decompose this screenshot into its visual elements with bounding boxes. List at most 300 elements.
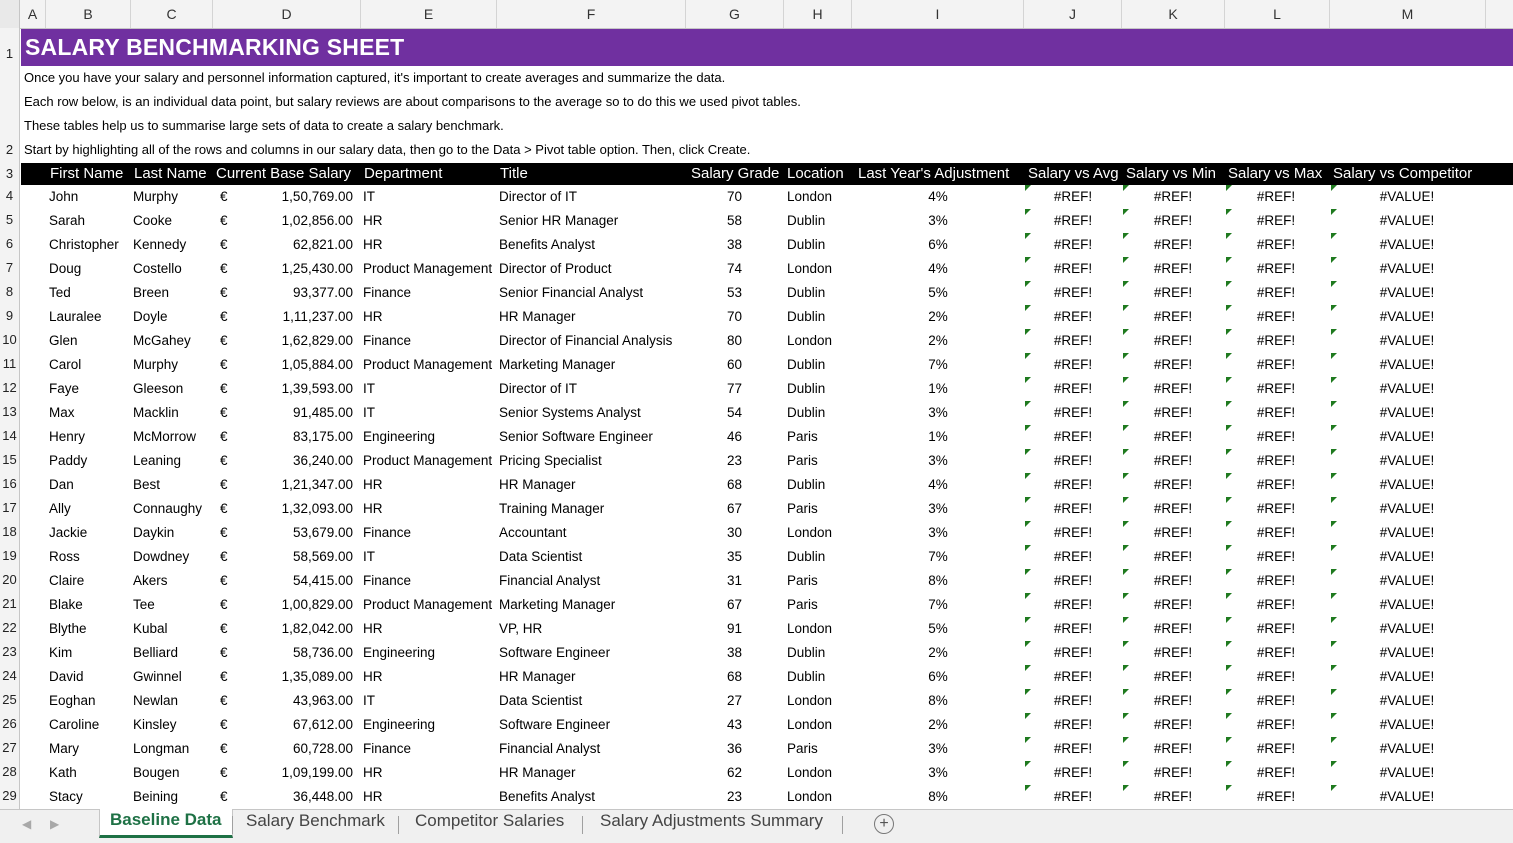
cell-salary-grade[interactable]: 80 <box>726 333 742 348</box>
row-number[interactable]: 12 <box>2 380 17 395</box>
cell-department[interactable]: HR <box>363 501 383 516</box>
tab-salary-benchmark[interactable]: Salary Benchmark <box>246 811 385 830</box>
cell-salary-vs-min[interactable]: #REF! <box>1153 669 1193 684</box>
cell-currency-symbol[interactable]: € <box>220 765 228 780</box>
cell-salary-vs-min[interactable]: #REF! <box>1153 405 1193 420</box>
row-number[interactable]: 7 <box>5 260 14 275</box>
cell-currency-symbol[interactable]: € <box>220 741 228 756</box>
cell-current-base-salary[interactable]: 62,821.00 <box>292 237 353 252</box>
cell-location[interactable]: Paris <box>787 429 818 444</box>
cell-salary-grade[interactable]: 68 <box>726 669 742 684</box>
cell-first-name[interactable]: Henry <box>49 429 86 444</box>
row-number[interactable]: 23 <box>2 644 17 659</box>
cell-department[interactable]: IT <box>363 549 375 564</box>
column-header-c[interactable]: C <box>131 0 213 28</box>
row-number-1[interactable]: 1 <box>5 46 14 61</box>
cell-salary-vs-max[interactable]: #REF! <box>1256 285 1296 300</box>
cell-salary-vs-min[interactable]: #REF! <box>1153 477 1193 492</box>
cell-current-base-salary[interactable]: 36,240.00 <box>292 453 353 468</box>
cell-last-years-adjustment[interactable]: 3% <box>928 501 948 516</box>
cell-first-name[interactable]: Caroline <box>49 717 100 732</box>
cell-location[interactable]: London <box>787 261 833 276</box>
cell-department[interactable]: Finance <box>363 285 412 300</box>
cell-last-name[interactable]: Cooke <box>133 213 173 228</box>
cell-salary-vs-min[interactable]: #REF! <box>1153 693 1193 708</box>
cell-salary-vs-max[interactable]: #REF! <box>1256 525 1296 540</box>
cell-last-years-adjustment[interactable]: 2% <box>928 333 948 348</box>
cell-last-name[interactable]: Breen <box>133 285 170 300</box>
cell-current-base-salary[interactable]: 1,82,042.00 <box>281 621 353 636</box>
cell-location[interactable]: London <box>787 789 833 804</box>
cell-salary-vs-competitor[interactable]: #VALUE! <box>1379 477 1435 492</box>
cell-last-years-adjustment[interactable]: 5% <box>928 285 948 300</box>
column-header-d[interactable]: D <box>213 0 361 28</box>
cell-first-name[interactable]: Mary <box>49 741 79 756</box>
cell-last-years-adjustment[interactable]: 2% <box>928 717 948 732</box>
cell-salary-vs-competitor[interactable]: #VALUE! <box>1379 333 1435 348</box>
cell-currency-symbol[interactable]: € <box>220 285 228 300</box>
row-number[interactable]: 28 <box>2 764 17 779</box>
header-last-years-adjustment[interactable]: Last Year's Adjustment <box>858 165 1010 182</box>
cell-current-base-salary[interactable]: 1,62,829.00 <box>281 333 353 348</box>
cell-location[interactable]: Dublin <box>787 669 826 684</box>
cell-last-name[interactable]: Akers <box>133 573 168 588</box>
cell-salary-vs-min[interactable]: #REF! <box>1153 429 1193 444</box>
column-header-f[interactable]: F <box>497 0 686 28</box>
cell-first-name[interactable]: Kath <box>49 765 77 780</box>
cell-title[interactable]: Senior Software Engineer <box>499 429 653 444</box>
cell-first-name[interactable]: David <box>49 669 84 684</box>
cell-title[interactable]: Senior Financial Analyst <box>499 285 644 300</box>
cell-last-name[interactable]: Connaughy <box>133 501 203 516</box>
cell-salary-vs-competitor[interactable]: #VALUE! <box>1379 189 1435 204</box>
column-header-j[interactable]: J <box>1024 0 1122 28</box>
row-number-2[interactable]: 2 <box>5 142 14 157</box>
cell-last-years-adjustment[interactable]: 4% <box>928 261 948 276</box>
cell-currency-symbol[interactable]: € <box>220 717 228 732</box>
cell-salary-vs-avg[interactable]: #REF! <box>1053 741 1093 756</box>
cell-salary-vs-min[interactable]: #REF! <box>1153 789 1193 804</box>
cell-title[interactable]: Financial Analyst <box>499 573 601 588</box>
cell-salary-vs-max[interactable]: #REF! <box>1256 477 1296 492</box>
cell-first-name[interactable]: Jackie <box>49 525 88 540</box>
cell-salary-grade[interactable]: 46 <box>726 429 742 444</box>
cell-last-name[interactable]: Longman <box>133 741 190 756</box>
cell-salary-vs-max[interactable]: #REF! <box>1256 669 1296 684</box>
cell-last-name[interactable]: Gleeson <box>133 381 184 396</box>
cell-salary-vs-max[interactable]: #REF! <box>1256 597 1296 612</box>
cell-salary-vs-min[interactable]: #REF! <box>1153 357 1193 372</box>
cell-location[interactable]: London <box>787 525 833 540</box>
cell-last-name[interactable]: Belliard <box>133 645 179 660</box>
cell-location[interactable]: London <box>787 621 833 636</box>
cell-salary-vs-min[interactable]: #REF! <box>1153 261 1193 276</box>
cell-current-base-salary[interactable]: 1,35,089.00 <box>281 669 353 684</box>
cell-currency-symbol[interactable]: € <box>220 597 228 612</box>
cell-salary-grade[interactable]: 53 <box>726 285 742 300</box>
cell-last-name[interactable]: McMorrow <box>133 429 196 444</box>
cell-current-base-salary[interactable]: 1,11,237.00 <box>282 309 353 324</box>
cell-location[interactable]: London <box>787 189 833 204</box>
cell-salary-vs-avg[interactable]: #REF! <box>1053 573 1093 588</box>
cell-salary-vs-avg[interactable]: #REF! <box>1053 213 1093 228</box>
cell-salary-vs-avg[interactable]: #REF! <box>1053 645 1093 660</box>
cell-salary-vs-competitor[interactable]: #VALUE! <box>1379 741 1435 756</box>
cell-location[interactable]: Dublin <box>787 285 826 300</box>
cell-last-name[interactable]: Macklin <box>133 405 179 420</box>
cell-first-name[interactable]: Ross <box>49 549 80 564</box>
cell-current-base-salary[interactable]: 1,21,347.00 <box>281 477 353 492</box>
cell-currency-symbol[interactable]: € <box>220 693 228 708</box>
cell-department[interactable]: Finance <box>363 741 412 756</box>
cell-current-base-salary[interactable]: 58,736.00 <box>292 645 353 660</box>
cell-last-years-adjustment[interactable]: 1% <box>928 429 948 444</box>
cell-last-years-adjustment[interactable]: 3% <box>928 525 948 540</box>
cell-salary-vs-avg[interactable]: #REF! <box>1053 549 1093 564</box>
cell-salary-grade[interactable]: 67 <box>726 597 742 612</box>
cell-current-base-salary[interactable]: 83,175.00 <box>292 429 353 444</box>
cell-last-name[interactable]: Kinsley <box>133 717 177 732</box>
cell-currency-symbol[interactable]: € <box>220 645 228 660</box>
cell-salary-grade[interactable]: 35 <box>726 549 742 564</box>
cell-salary-vs-avg[interactable]: #REF! <box>1053 717 1093 732</box>
cell-salary-vs-competitor[interactable]: #VALUE! <box>1379 789 1435 804</box>
row-number[interactable]: 17 <box>2 500 17 515</box>
row-number[interactable]: 14 <box>2 428 17 443</box>
cell-salary-grade[interactable]: 68 <box>726 477 742 492</box>
cell-last-name[interactable]: Costello <box>133 261 182 276</box>
cell-salary-vs-min[interactable]: #REF! <box>1153 525 1193 540</box>
cell-salary-vs-max[interactable]: #REF! <box>1256 405 1296 420</box>
cell-salary-vs-avg[interactable]: #REF! <box>1053 261 1093 276</box>
cell-first-name[interactable]: Ted <box>49 285 71 300</box>
cell-salary-vs-competitor[interactable]: #VALUE! <box>1379 237 1435 252</box>
tab-competitor-salaries[interactable]: Competitor Salaries <box>415 811 565 830</box>
cell-department[interactable]: IT <box>363 405 375 420</box>
select-all-corner[interactable] <box>0 0 20 28</box>
cell-salary-vs-competitor[interactable]: #VALUE! <box>1379 285 1435 300</box>
cell-department[interactable]: IT <box>363 693 375 708</box>
cell-salary-vs-max[interactable]: #REF! <box>1256 645 1296 660</box>
row-number[interactable]: 25 <box>2 692 17 707</box>
cell-first-name[interactable]: Doug <box>49 261 82 276</box>
cell-salary-vs-avg[interactable]: #REF! <box>1053 501 1093 516</box>
cell-salary-grade[interactable]: 67 <box>726 501 742 516</box>
cell-location[interactable]: London <box>787 765 833 780</box>
cell-salary-vs-competitor[interactable]: #VALUE! <box>1379 357 1435 372</box>
cell-department[interactable]: Product Management <box>363 597 493 612</box>
cell-salary-grade[interactable]: 77 <box>726 381 742 396</box>
cell-first-name[interactable]: Blythe <box>49 621 87 636</box>
cell-department[interactable]: Finance <box>363 333 412 348</box>
cell-last-years-adjustment[interactable]: 3% <box>928 453 948 468</box>
cell-title[interactable]: Senior Systems Analyst <box>499 405 641 420</box>
cell-salary-vs-competitor[interactable]: #VALUE! <box>1379 309 1435 324</box>
cell-title[interactable]: Software Engineer <box>499 717 611 732</box>
cell-salary-vs-max[interactable]: #REF! <box>1256 237 1296 252</box>
cell-salary-vs-avg[interactable]: #REF! <box>1053 309 1093 324</box>
cell-currency-symbol[interactable]: € <box>220 477 228 492</box>
cell-last-years-adjustment[interactable]: 5% <box>928 621 948 636</box>
cell-first-name[interactable]: Sarah <box>49 213 86 228</box>
cell-salary-vs-avg[interactable]: #REF! <box>1053 621 1093 636</box>
cell-last-name[interactable]: Dowdney <box>133 549 190 564</box>
cell-last-name[interactable]: Tee <box>133 597 155 612</box>
cell-current-base-salary[interactable]: 1,09,199.00 <box>281 765 353 780</box>
cell-department[interactable]: Finance <box>363 573 412 588</box>
cell-title[interactable]: Software Engineer <box>499 645 611 660</box>
cell-last-years-adjustment[interactable]: 3% <box>928 741 948 756</box>
column-header-a[interactable]: A <box>20 0 46 28</box>
cell-salary-vs-max[interactable]: #REF! <box>1256 309 1296 324</box>
cell-salary-vs-max[interactable]: #REF! <box>1256 453 1296 468</box>
cell-salary-vs-competitor[interactable]: #VALUE! <box>1379 765 1435 780</box>
cell-currency-symbol[interactable]: € <box>220 525 228 540</box>
cell-first-name[interactable]: Ally <box>49 501 71 516</box>
cell-first-name[interactable]: Max <box>49 405 75 420</box>
cell-currency-symbol[interactable]: € <box>220 789 228 804</box>
cell-salary-grade[interactable]: 27 <box>726 693 742 708</box>
cell-first-name[interactable]: Carol <box>49 357 82 372</box>
cell-salary-vs-max[interactable]: #REF! <box>1256 741 1296 756</box>
cell-salary-vs-min[interactable]: #REF! <box>1153 285 1193 300</box>
cell-salary-grade[interactable]: 38 <box>726 237 742 252</box>
cell-title[interactable]: Accountant <box>499 525 567 540</box>
cell-salary-vs-min[interactable]: #REF! <box>1153 645 1193 660</box>
cell-salary-vs-max[interactable]: #REF! <box>1256 357 1296 372</box>
column-header-e[interactable]: E <box>361 0 497 28</box>
cell-salary-grade[interactable]: 62 <box>726 765 742 780</box>
header-salary-vs-competitor[interactable]: Salary vs Competitor <box>1333 165 1473 182</box>
cell-salary-grade[interactable]: 70 <box>726 189 742 204</box>
cell-location[interactable]: London <box>787 693 833 708</box>
cell-last-name[interactable]: Leaning <box>133 453 182 468</box>
cell-department[interactable]: HR <box>363 765 383 780</box>
cell-currency-symbol[interactable]: € <box>220 309 228 324</box>
column-header-g[interactable]: G <box>686 0 784 28</box>
cell-last-name[interactable]: Doyle <box>133 309 168 324</box>
scroll-tabs-right-icon[interactable]: ▶ <box>50 817 60 831</box>
cell-salary-vs-avg[interactable]: #REF! <box>1053 285 1093 300</box>
cell-current-base-salary[interactable]: 60,728.00 <box>292 741 353 756</box>
tab-salary-adjustments-summary[interactable]: Salary Adjustments Summary <box>600 811 823 830</box>
cell-currency-symbol[interactable]: € <box>220 333 228 348</box>
column-header-m[interactable]: M <box>1330 0 1486 28</box>
cell-title[interactable]: Marketing Manager <box>499 597 616 612</box>
cell-last-years-adjustment[interactable]: 7% <box>928 357 948 372</box>
cell-salary-vs-competitor[interactable]: #VALUE! <box>1379 597 1435 612</box>
cell-department[interactable]: Product Management <box>363 453 493 468</box>
cell-currency-symbol[interactable]: € <box>220 621 228 636</box>
cell-title[interactable]: HR Manager <box>499 669 576 684</box>
cell-current-base-salary[interactable]: 1,39,593.00 <box>281 381 353 396</box>
cell-salary-grade[interactable]: 43 <box>726 717 742 732</box>
row-number[interactable]: 4 <box>5 188 14 203</box>
cell-first-name[interactable]: Blake <box>49 597 83 612</box>
cell-salary-vs-min[interactable]: #REF! <box>1153 189 1193 204</box>
cell-salary-vs-avg[interactable]: #REF! <box>1053 477 1093 492</box>
header-first-name[interactable]: First Name <box>50 165 124 182</box>
cell-last-years-adjustment[interactable]: 4% <box>928 189 948 204</box>
cell-salary-vs-competitor[interactable]: #VALUE! <box>1379 525 1435 540</box>
cell-currency-symbol[interactable]: € <box>220 549 228 564</box>
cell-last-name[interactable]: Bougen <box>133 765 180 780</box>
cell-salary-vs-max[interactable]: #REF! <box>1256 717 1296 732</box>
cell-salary-vs-max[interactable]: #REF! <box>1256 789 1296 804</box>
header-salary-grade[interactable]: Salary Grade <box>691 165 780 182</box>
cell-salary-vs-competitor[interactable]: #VALUE! <box>1379 261 1435 276</box>
cell-salary-grade[interactable]: 58 <box>726 213 742 228</box>
cell-salary-grade[interactable]: 30 <box>726 525 742 540</box>
cell-department[interactable]: IT <box>363 381 375 396</box>
cell-salary-vs-max[interactable]: #REF! <box>1256 189 1296 204</box>
cell-title[interactable]: Director of Product <box>499 261 612 276</box>
cell-salary-vs-competitor[interactable]: #VALUE! <box>1379 405 1435 420</box>
cell-current-base-salary[interactable]: 91,485.00 <box>292 405 353 420</box>
cell-last-name[interactable]: Daykin <box>133 525 175 540</box>
cell-salary-vs-avg[interactable]: #REF! <box>1053 789 1093 804</box>
cell-last-name[interactable]: Murphy <box>133 189 179 204</box>
cell-salary-vs-competitor[interactable]: #VALUE! <box>1379 213 1435 228</box>
cell-currency-symbol[interactable]: € <box>220 381 228 396</box>
cell-currency-symbol[interactable]: € <box>220 453 228 468</box>
cell-salary-grade[interactable]: 38 <box>726 645 742 660</box>
cell-salary-vs-avg[interactable]: #REF! <box>1053 597 1093 612</box>
cell-last-years-adjustment[interactable]: 6% <box>928 669 948 684</box>
cell-salary-vs-min[interactable]: #REF! <box>1153 237 1193 252</box>
cell-salary-vs-avg[interactable]: #REF! <box>1053 525 1093 540</box>
cell-currency-symbol[interactable]: € <box>220 573 228 588</box>
cell-salary-vs-min[interactable]: #REF! <box>1153 573 1193 588</box>
cell-current-base-salary[interactable]: 93,377.00 <box>292 285 353 300</box>
row-number[interactable]: 8 <box>5 284 14 299</box>
cell-location[interactable]: Dublin <box>787 645 826 660</box>
cell-salary-vs-avg[interactable]: #REF! <box>1053 765 1093 780</box>
cell-last-name[interactable]: Murphy <box>133 357 179 372</box>
cell-salary-vs-max[interactable]: #REF! <box>1256 621 1296 636</box>
cell-currency-symbol[interactable]: € <box>220 429 228 444</box>
cell-location[interactable]: Paris <box>787 453 818 468</box>
cell-last-name[interactable]: Best <box>133 477 161 492</box>
cell-location[interactable]: London <box>787 717 833 732</box>
cell-last-years-adjustment[interactable]: 8% <box>928 789 948 804</box>
cell-title[interactable]: Benefits Analyst <box>499 789 596 804</box>
cell-title[interactable]: Data Scientist <box>499 693 583 708</box>
cell-last-years-adjustment[interactable]: 1% <box>928 381 948 396</box>
cell-last-name[interactable]: McGahey <box>133 333 191 348</box>
tab-baseline-data[interactable]: Baseline Data <box>99 809 233 838</box>
cell-salary-vs-max[interactable]: #REF! <box>1256 549 1296 564</box>
cell-salary-vs-max[interactable]: #REF! <box>1256 213 1296 228</box>
cell-current-base-salary[interactable]: 1,50,769.00 <box>281 189 353 204</box>
cell-last-years-adjustment[interactable]: 2% <box>928 645 948 660</box>
cell-salary-vs-competitor[interactable]: #VALUE! <box>1379 429 1435 444</box>
cell-salary-vs-avg[interactable]: #REF! <box>1053 381 1093 396</box>
header-salary-vs-max[interactable]: Salary vs Max <box>1228 165 1323 182</box>
cell-salary-vs-max[interactable]: #REF! <box>1256 381 1296 396</box>
cell-location[interactable]: Dublin <box>787 213 826 228</box>
cell-salary-vs-competitor[interactable]: #VALUE! <box>1379 453 1435 468</box>
cell-salary-vs-competitor[interactable]: #VALUE! <box>1379 501 1435 516</box>
row-number[interactable]: 9 <box>5 308 14 323</box>
cell-last-name[interactable]: Newlan <box>133 693 179 708</box>
row-number-3[interactable]: 3 <box>5 166 14 181</box>
cell-location[interactable]: Dublin <box>787 549 826 564</box>
cell-last-name[interactable]: Gwinnel <box>133 669 182 684</box>
cell-salary-vs-competitor[interactable]: #VALUE! <box>1379 693 1435 708</box>
cell-last-name[interactable]: Beining <box>133 789 179 804</box>
cell-last-years-adjustment[interactable]: 8% <box>928 693 948 708</box>
cell-current-base-salary[interactable]: 67,612.00 <box>292 717 353 732</box>
cell-first-name[interactable]: Stacy <box>49 789 83 804</box>
cell-title[interactable]: HR Manager <box>499 309 576 324</box>
cell-salary-vs-min[interactable]: #REF! <box>1153 213 1193 228</box>
cell-department[interactable]: Finance <box>363 525 412 540</box>
cell-salary-grade[interactable]: 70 <box>726 309 742 324</box>
header-salary-vs-min[interactable]: Salary vs Min <box>1126 165 1217 182</box>
cell-salary-grade[interactable]: 36 <box>726 741 742 756</box>
cell-location[interactable]: Paris <box>787 741 818 756</box>
header-salary-vs-avg[interactable]: Salary vs Avg <box>1028 165 1119 182</box>
cell-department[interactable]: Engineering <box>363 717 436 732</box>
row-number[interactable]: 26 <box>2 716 17 731</box>
scroll-tabs-left-icon[interactable]: ◀ <box>22 817 32 831</box>
cell-salary-grade[interactable]: 74 <box>726 261 742 276</box>
cell-department[interactable]: HR <box>363 237 383 252</box>
cell-salary-vs-avg[interactable]: #REF! <box>1053 405 1093 420</box>
cell-last-years-adjustment[interactable]: 3% <box>928 765 948 780</box>
cell-title[interactable]: Pricing Specialist <box>499 453 602 468</box>
cell-department[interactable]: HR <box>363 213 383 228</box>
cell-title[interactable]: Training Manager <box>499 501 605 516</box>
row-number[interactable]: 18 <box>2 524 17 539</box>
cell-salary-vs-avg[interactable]: #REF! <box>1053 693 1093 708</box>
cell-first-name[interactable]: Lauralee <box>49 309 102 324</box>
cell-title[interactable]: HR Manager <box>499 477 576 492</box>
cell-first-name[interactable]: John <box>49 189 79 204</box>
row-number[interactable]: 6 <box>5 236 14 251</box>
cell-location[interactable]: Paris <box>787 501 818 516</box>
cell-last-name[interactable]: Kennedy <box>133 237 187 252</box>
cell-salary-vs-competitor[interactable]: #VALUE! <box>1379 549 1435 564</box>
header-location[interactable]: Location <box>787 165 844 182</box>
cell-salary-vs-competitor[interactable]: #VALUE! <box>1379 717 1435 732</box>
column-header-b[interactable]: B <box>46 0 131 28</box>
cell-first-name[interactable]: Paddy <box>49 453 88 468</box>
cell-salary-vs-max[interactable]: #REF! <box>1256 333 1296 348</box>
cell-salary-vs-max[interactable]: #REF! <box>1256 693 1296 708</box>
cell-salary-vs-min[interactable]: #REF! <box>1153 333 1193 348</box>
cell-last-years-adjustment[interactable]: 2% <box>928 309 948 324</box>
cell-first-name[interactable]: Christopher <box>49 237 119 252</box>
row-number[interactable]: 19 <box>2 548 17 563</box>
cell-title[interactable]: Data Scientist <box>499 549 583 564</box>
cell-salary-vs-avg[interactable]: #REF! <box>1053 333 1093 348</box>
row-number[interactable]: 20 <box>2 572 17 587</box>
cell-salary-vs-competitor[interactable]: #VALUE! <box>1379 645 1435 660</box>
cell-last-years-adjustment[interactable]: 7% <box>928 597 948 612</box>
cell-currency-symbol[interactable]: € <box>220 357 228 372</box>
cell-salary-grade[interactable]: 54 <box>726 405 742 420</box>
cell-salary-grade[interactable]: 23 <box>726 789 742 804</box>
cell-last-years-adjustment[interactable]: 3% <box>928 405 948 420</box>
cell-currency-symbol[interactable]: € <box>220 213 228 228</box>
row-number[interactable]: 10 <box>2 332 17 347</box>
cell-salary-vs-max[interactable]: #REF! <box>1256 573 1296 588</box>
cell-location[interactable]: Paris <box>787 597 818 612</box>
cell-last-years-adjustment[interactable]: 4% <box>928 477 948 492</box>
cell-title[interactable]: HR Manager <box>499 765 576 780</box>
